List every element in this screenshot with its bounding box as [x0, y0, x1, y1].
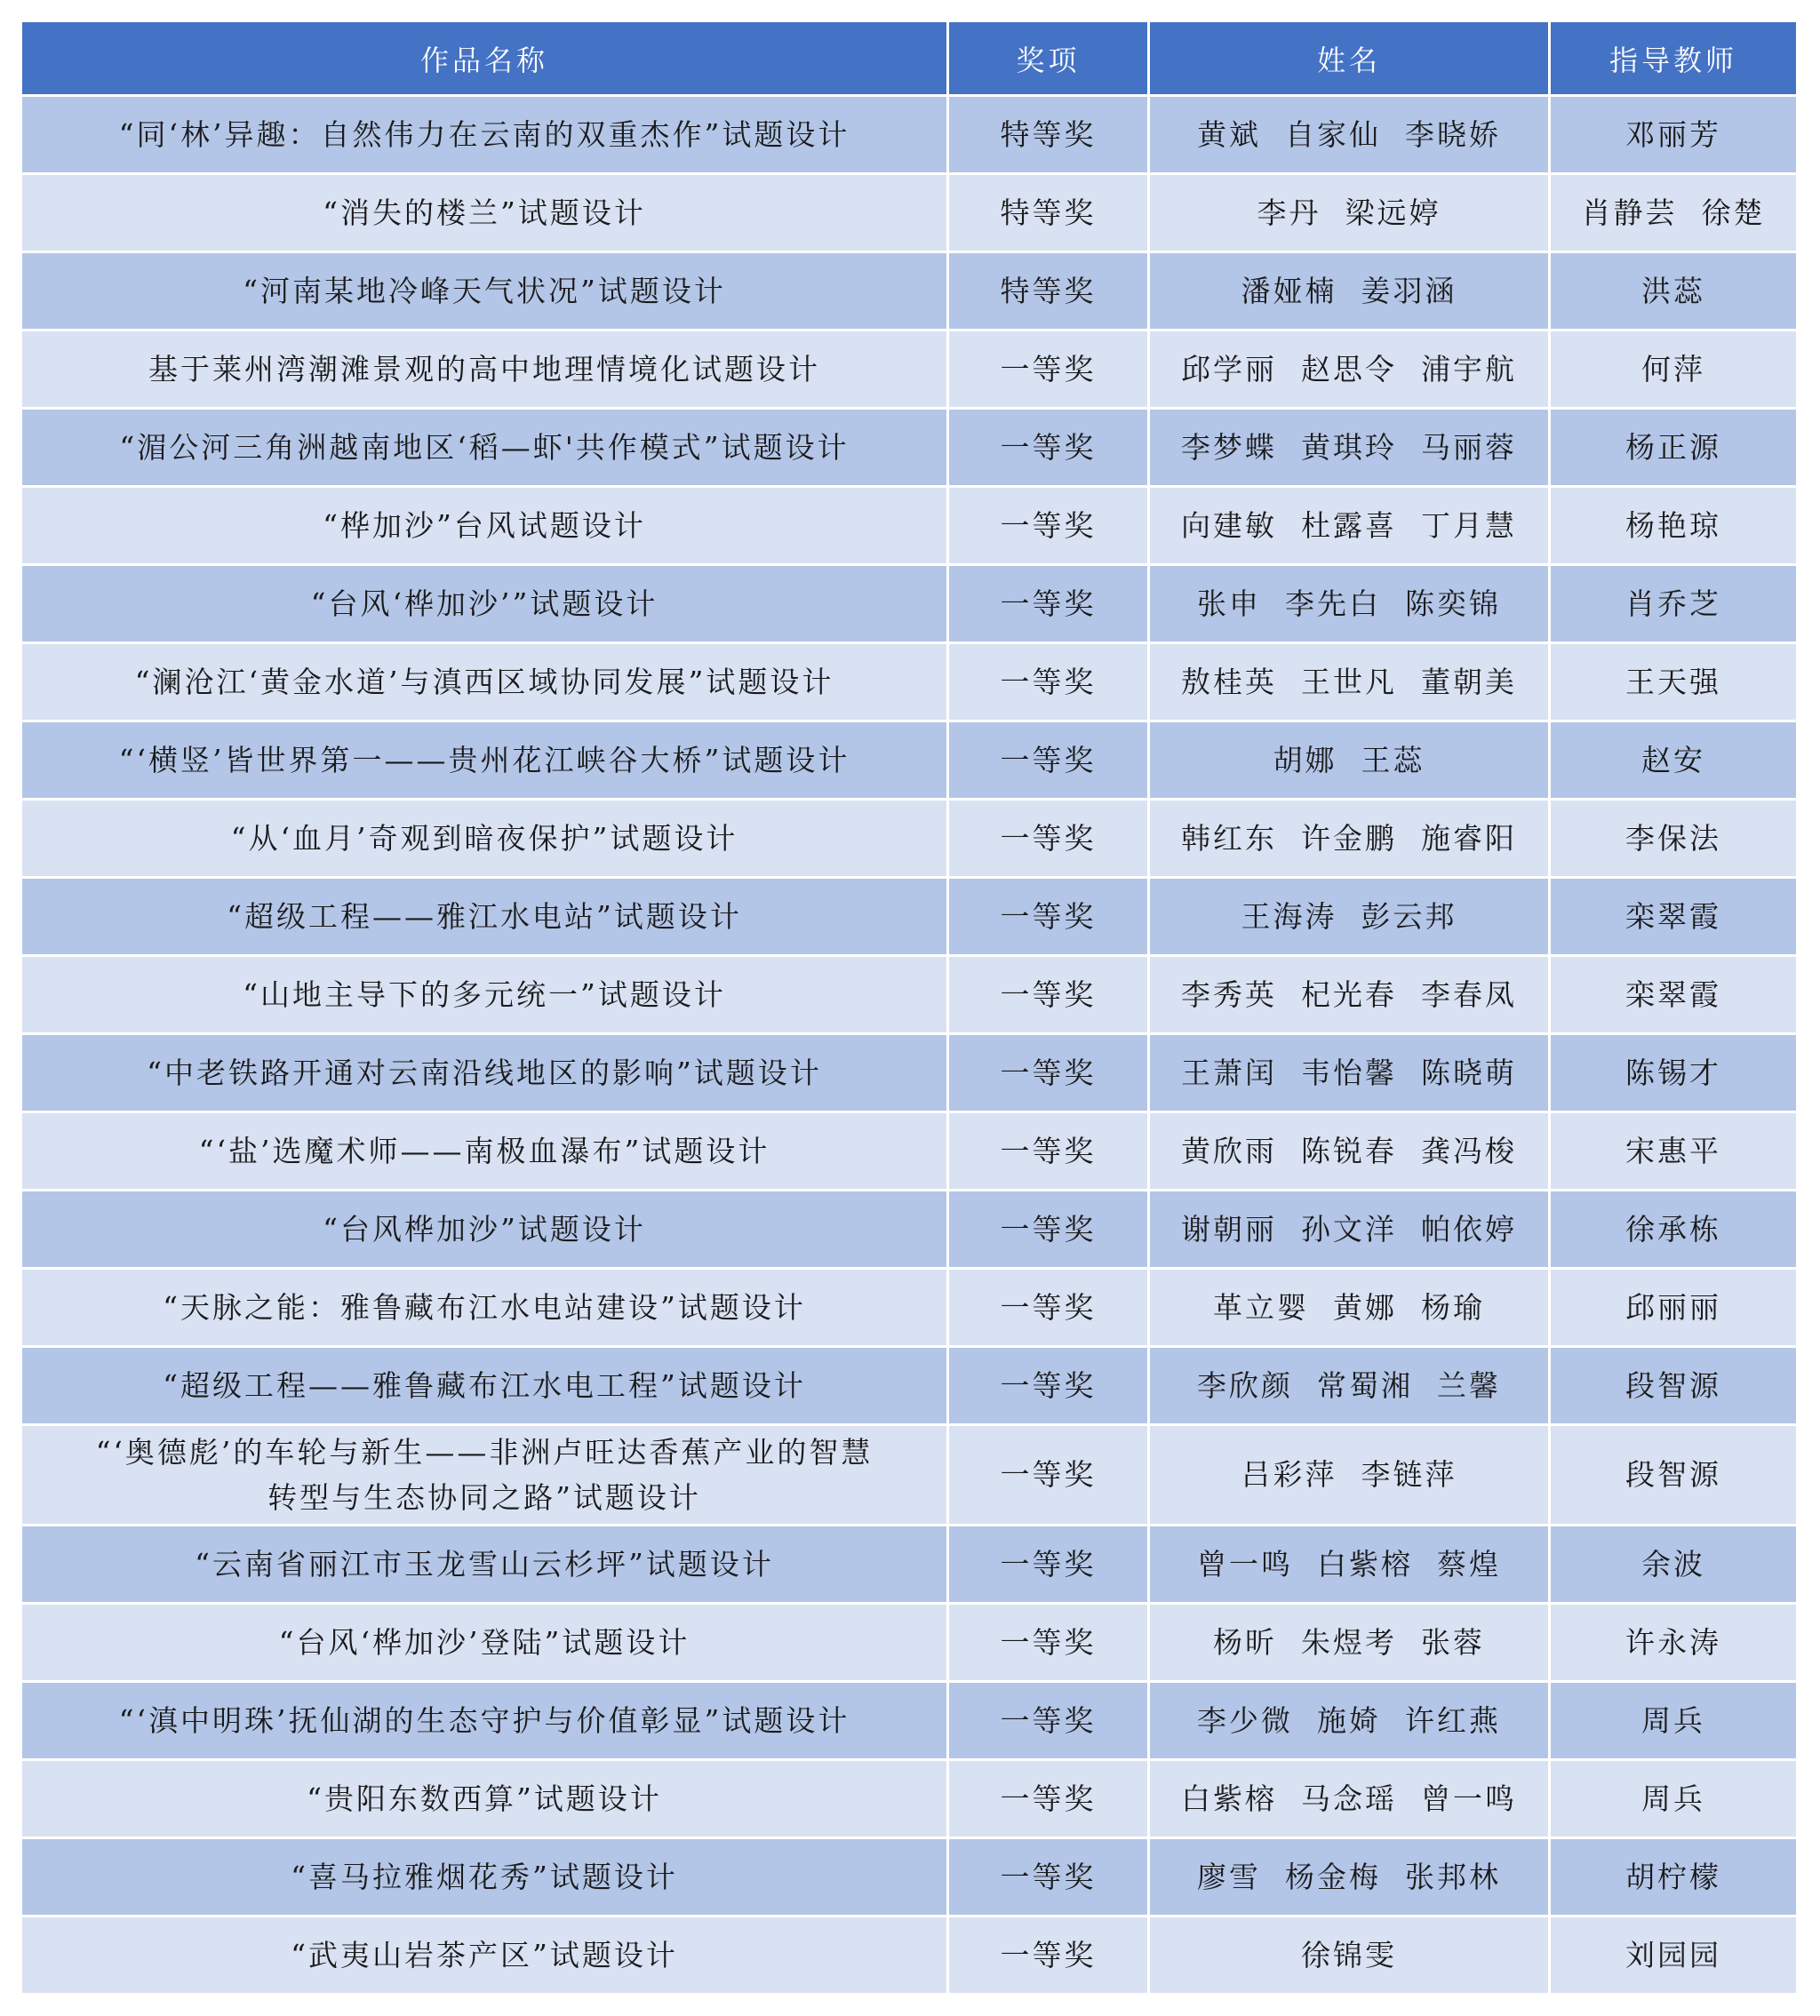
table-row	[22, 1605, 1796, 1680]
cell-work-title: “‘横竖’皆世界第一——贵州花江峡谷大桥”试题设计	[22, 722, 946, 798]
table-row	[22, 1839, 1796, 1915]
cell-names: 张申 李先白 陈奕锦	[1150, 566, 1548, 641]
cell-work-title: “同‘林’异趣：自然伟力在云南的双重杰作”试题设计	[22, 97, 946, 172]
cell-teacher: 杨正源	[1551, 410, 1796, 485]
cell-work-title: “湄公河三角洲越南地区‘稻—虾'共作模式”试题设计	[22, 410, 946, 485]
cell-teacher: 徐承栋	[1551, 1191, 1796, 1267]
cell-award: 一等奖	[949, 1348, 1147, 1423]
cell-teacher: 周兵	[1551, 1683, 1796, 1758]
cell-teacher: 邱丽丽	[1551, 1270, 1796, 1345]
table-row	[22, 801, 1796, 876]
cell-names: 黄斌 自家仙 李晓娇	[1150, 97, 1548, 172]
cell-award: 一等奖	[949, 1917, 1147, 1993]
cell-teacher: 陈锡才	[1551, 1035, 1796, 1111]
cell-work-title: “贵阳东数西算”试题设计	[22, 1761, 946, 1837]
cell-work-title: “云南省丽江市玉龙雪山云杉坪”试题设计	[22, 1526, 946, 1602]
cell-names: 谢朝丽 孙文洋 帕依婷	[1150, 1191, 1548, 1267]
header-names: 姓名	[1150, 22, 1548, 94]
cell-names: 李欣颜 常蜀湘 兰馨	[1150, 1348, 1548, 1423]
cell-work-title: “桦加沙”台风试题设计	[22, 488, 946, 563]
cell-work-title: “澜沧江‘黄金水道’与滇西区域协同发展”试题设计	[22, 644, 946, 720]
cell-names: 敖桂英 王世凡 董朝美	[1150, 644, 1548, 720]
cell-award: 一等奖	[949, 488, 1147, 563]
cell-award: 一等奖	[949, 1605, 1147, 1680]
cell-work-title: “山地主导下的多元统一”试题设计	[22, 957, 946, 1032]
cell-names: 李丹 梁远婷	[1150, 175, 1548, 251]
cell-work-title: 基于莱州湾潮滩景观的高中地理情境化试题设计	[22, 331, 946, 407]
cell-work-title: “台风‘桦加沙’登陆”试题设计	[22, 1605, 946, 1680]
cell-teacher: 胡柠檬	[1551, 1839, 1796, 1915]
cell-names: 王萧闰 韦怡馨 陈晓萌	[1150, 1035, 1548, 1111]
cell-names: 韩红东 许金鹏 施睿阳	[1150, 801, 1548, 876]
cell-work-title: “‘滇中明珠’抚仙湖的生态守护与价值彰显”试题设计	[22, 1683, 946, 1758]
cell-work-title: “超级工程——雅鲁藏布江水电工程”试题设计	[22, 1348, 946, 1423]
table-row	[22, 1035, 1796, 1111]
header-work-title: 作品名称	[22, 22, 946, 94]
table-body	[22, 97, 1796, 1993]
table-row	[22, 566, 1796, 641]
cell-teacher: 段智源	[1551, 1348, 1796, 1423]
cell-teacher: 李保法	[1551, 801, 1796, 876]
cell-teacher: 周兵	[1551, 1761, 1796, 1837]
table-row	[22, 722, 1796, 798]
cell-teacher: 杨艳琼	[1551, 488, 1796, 563]
cell-names: 吕彩萍 李链萍	[1150, 1426, 1548, 1524]
cell-work-title: “从‘血月’奇观到暗夜保护”试题设计	[22, 801, 946, 876]
cell-names: 徐锦雯	[1150, 1917, 1548, 1993]
cell-work-title: “武夷山岩茶产区”试题设计	[22, 1917, 946, 1993]
cell-teacher: 肖乔芝	[1551, 566, 1796, 641]
cell-award: 一等奖	[949, 957, 1147, 1032]
table-row	[22, 1426, 1796, 1524]
cell-award: 一等奖	[949, 1113, 1147, 1189]
cell-names: 曾一鸣 白紫榕 蔡煌	[1150, 1526, 1548, 1602]
cell-work-title: “河南某地冷峰天气状况”试题设计	[22, 253, 946, 329]
cell-names: 向建敏 杜露喜 丁月慧	[1150, 488, 1548, 563]
cell-names: 黄欣雨 陈锐春 龚冯梭	[1150, 1113, 1548, 1189]
award-table	[20, 20, 1799, 1996]
cell-work-title: “消失的楼兰”试题设计	[22, 175, 946, 251]
cell-award: 一等奖	[949, 1761, 1147, 1837]
cell-award: 一等奖	[949, 801, 1147, 876]
cell-teacher: 段智源	[1551, 1426, 1796, 1524]
cell-award: 一等奖	[949, 1839, 1147, 1915]
cell-names: 革立婴 黄娜 杨瑜	[1150, 1270, 1548, 1345]
cell-work-title: “喜马拉雅烟花秀”试题设计	[22, 1839, 946, 1915]
cell-names: 胡娜 王蕊	[1150, 722, 1548, 798]
table-row	[22, 1191, 1796, 1267]
cell-award: 一等奖	[949, 331, 1147, 407]
cell-work-title: “‘盐’选魔术师——南极血瀑布”试题设计	[22, 1113, 946, 1189]
cell-teacher: 许永涛	[1551, 1605, 1796, 1680]
cell-teacher: 宋惠平	[1551, 1113, 1796, 1189]
cell-award: 一等奖	[949, 722, 1147, 798]
table-row	[22, 1761, 1796, 1837]
table-row	[22, 253, 1796, 329]
cell-award: 一等奖	[949, 879, 1147, 954]
cell-names: 李秀英 杞光春 李春凤	[1150, 957, 1548, 1032]
cell-names: 白紫榕 马念瑶 曾一鸣	[1150, 1761, 1548, 1837]
cell-work-title: “天脉之能：雅鲁藏布江水电站建设”试题设计	[22, 1270, 946, 1345]
cell-work-title: “中老铁路开通对云南沿线地区的影响”试题设计	[22, 1035, 946, 1111]
cell-award: 一等奖	[949, 1426, 1147, 1524]
header-teacher: 指导教师	[1551, 22, 1796, 94]
cell-award: 一等奖	[949, 566, 1147, 641]
cell-names: 潘娅楠 姜羽涵	[1150, 253, 1548, 329]
cell-teacher: 刘园园	[1551, 1917, 1796, 1993]
cell-names: 杨昕 朱煜考 张蓉	[1150, 1605, 1548, 1680]
table-row	[22, 1526, 1796, 1602]
cell-work-title: “超级工程——雅江水电站”试题设计	[22, 879, 946, 954]
header-row	[22, 22, 1796, 94]
cell-award: 特等奖	[949, 175, 1147, 251]
cell-work-title: “台风‘桦加沙’”试题设计	[22, 566, 946, 641]
cell-teacher: 邓丽芳	[1551, 97, 1796, 172]
cell-award: 特等奖	[949, 253, 1147, 329]
cell-award: 一等奖	[949, 1270, 1147, 1345]
table-row	[22, 957, 1796, 1032]
table-row	[22, 1270, 1796, 1345]
cell-award: 一等奖	[949, 1526, 1147, 1602]
cell-teacher: 王天强	[1551, 644, 1796, 720]
cell-award: 一等奖	[949, 1035, 1147, 1111]
cell-award: 一等奖	[949, 644, 1147, 720]
cell-teacher: 肖静芸 徐楚	[1551, 175, 1796, 251]
cell-teacher: 何萍	[1551, 331, 1796, 407]
table-row	[22, 1683, 1796, 1758]
table-row	[22, 410, 1796, 485]
table-row	[22, 644, 1796, 720]
table-row	[22, 331, 1796, 407]
cell-teacher: 洪蕊	[1551, 253, 1796, 329]
cell-teacher: 栾翠霞	[1551, 879, 1796, 954]
table-row	[22, 1917, 1796, 1993]
cell-award: 一等奖	[949, 1191, 1147, 1267]
header-award: 奖项	[949, 22, 1147, 94]
cell-work-title: “台风桦加沙”试题设计	[22, 1191, 946, 1267]
cell-award: 一等奖	[949, 410, 1147, 485]
cell-names: 王海涛 彭云邦	[1150, 879, 1548, 954]
table-row	[22, 879, 1796, 954]
cell-names: 邱学丽 赵思令 浦宇航	[1150, 331, 1548, 407]
table-row	[22, 97, 1796, 172]
table-row	[22, 488, 1796, 563]
cell-award: 特等奖	[949, 97, 1147, 172]
cell-teacher: 余波	[1551, 1526, 1796, 1602]
cell-names: 李梦蝶 黄琪玲 马丽蓉	[1150, 410, 1548, 485]
table-row	[22, 1348, 1796, 1423]
cell-names: 廖雪 杨金梅 张邦林	[1150, 1839, 1548, 1915]
table-row	[22, 1113, 1796, 1189]
cell-names: 李少微 施婍 许红燕	[1150, 1683, 1548, 1758]
table-row	[22, 175, 1796, 251]
cell-award: 一等奖	[949, 1683, 1147, 1758]
cell-teacher: 栾翠霞	[1551, 957, 1796, 1032]
cell-work-title: “‘奥德彪’的车轮与新生——非洲卢旺达香蕉产业的智慧 转型与生态协同之路”试题设计	[22, 1426, 946, 1524]
cell-teacher: 赵安	[1551, 722, 1796, 798]
